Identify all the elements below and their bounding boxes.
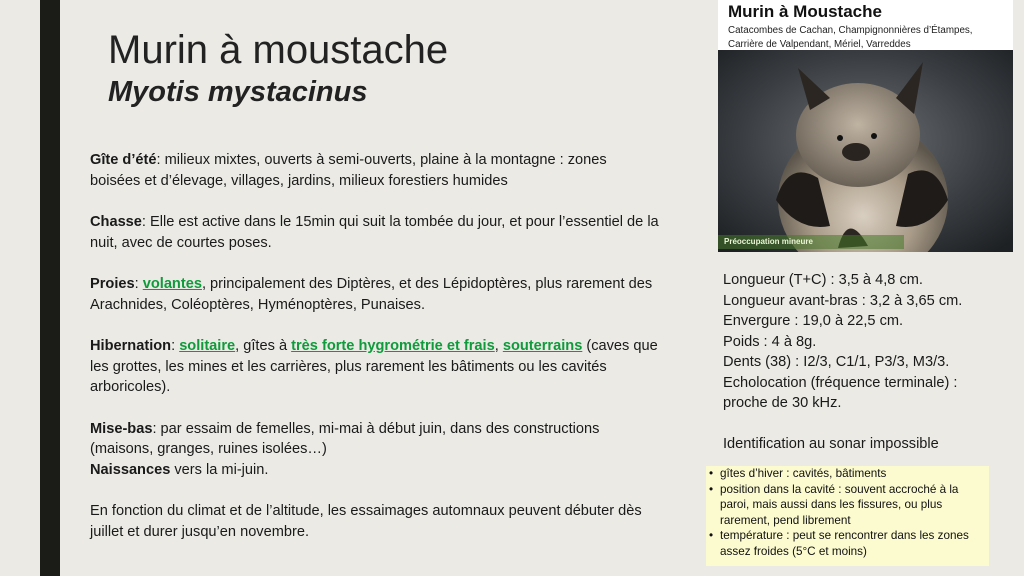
misebas-label: Mise-bas [90, 420, 153, 437]
stat-echolocation: Echolocation (fréquence terminale) : [723, 374, 958, 391]
hibernation-text-3: (caves que les grottes, les mines et les carrières, plus rarement les bâtiments ou les cavités arboricoles). [90, 338, 658, 395]
scientific-name: Myotis mystacinus [108, 76, 368, 108]
proies-text: , principalement des Diptères, et des Lépidoptères, plus rarement des Arachnides, Coléoptères, Hyménoptères, Punaises. [90, 276, 653, 313]
note-item: • température : peut se rencontrer dans les zones assez froides (5°C et moins) [706, 528, 989, 559]
chasse-text: : Elle est active dans le 15min qui suit la tombée du jour, et pour l’essentiel de la nuit, avec de courtes poses. [90, 214, 659, 251]
section-proies [90, 274, 660, 315]
sonar-note: Identification au sonar impossible [723, 436, 939, 452]
stat-echolocation-value: proche de 30 kHz. [723, 395, 842, 411]
section-gite [90, 150, 660, 191]
gite-text: : milieux mixtes, ouverts à semi-ouverts, plaine à la montagne : zones boisées et d’élevage, villages, jardins, milieux forestiers humides [90, 152, 607, 189]
hibernation-highlight-3: souterrains [502, 338, 583, 354]
misebas-text: : par essaim de femelles, mi-mai à début juin, dans des constructions (maisons, granges, ruines isolées…) [90, 420, 600, 457]
proies-label: Proies [90, 276, 135, 292]
naissances-text: vers la mi-juin. [170, 461, 269, 478]
hibernation-notes-box [706, 466, 989, 566]
section-misebas [90, 419, 660, 481]
bat-photo [718, 50, 1013, 252]
species-card [718, 0, 1013, 252]
hibernation-label: Hibernation [90, 338, 172, 354]
proies-highlight: volantes [142, 276, 202, 292]
page-title: Murin à moustache [108, 28, 449, 72]
hibernation-highlight-2: très forte hygrométrie et frais [291, 338, 495, 354]
hibernation-sep: : [171, 338, 180, 354]
naissances-label: Naissances [90, 461, 171, 478]
note-item: • position dans la cavité : souvent accroché à la paroi, mais aussi dans les fissures, ou plus rarement, pend librement [706, 482, 989, 529]
section-hibernation [90, 336, 660, 398]
stat-length: Longueur (T+C) : 3,5 à 4,8 cm. [723, 272, 923, 288]
chasse-label: Chasse [90, 214, 142, 230]
status-badge: Préoccupation mineure [718, 235, 904, 249]
card-sites: Catacombes de Cachan, Champignonnières d’Étampes, Carrière de Valpendant, Mériel, Varreddes [728, 25, 973, 50]
stat-weight: Poids : 4 à 8g. [723, 333, 817, 350]
hibernation-text-1: , gîtes à [235, 338, 292, 354]
stat-forearm: Longueur avant-bras : 3,2 à 3,65 cm. [723, 292, 963, 309]
hibernation-highlight-1: solitaire [179, 338, 236, 354]
gite-label: Gîte d’été [90, 152, 157, 168]
stat-teeth: Dents (38) : I2/3, C1/1, P3/3, M3/3. [723, 354, 950, 370]
measurements-list [723, 270, 1013, 455]
card-title: Murin à Moustache [728, 2, 882, 21]
proies-sep: : [134, 276, 143, 292]
section-climat [90, 501, 660, 542]
hibernation-text-2: , [494, 338, 503, 354]
stat-wingspan: Envergure : 19,0 à 22,5 cm. [723, 313, 904, 329]
description-body [90, 150, 660, 563]
left-accent-bar [40, 0, 60, 576]
note-item: • gîtes d’hiver : cavités, bâtiments [706, 466, 989, 482]
climat-text: En fonction du climat et de l’altitude, les essaimages automnaux peuvent débuter dès juillet et durer jusqu’en novembre. [90, 503, 642, 540]
section-chasse [90, 212, 660, 253]
